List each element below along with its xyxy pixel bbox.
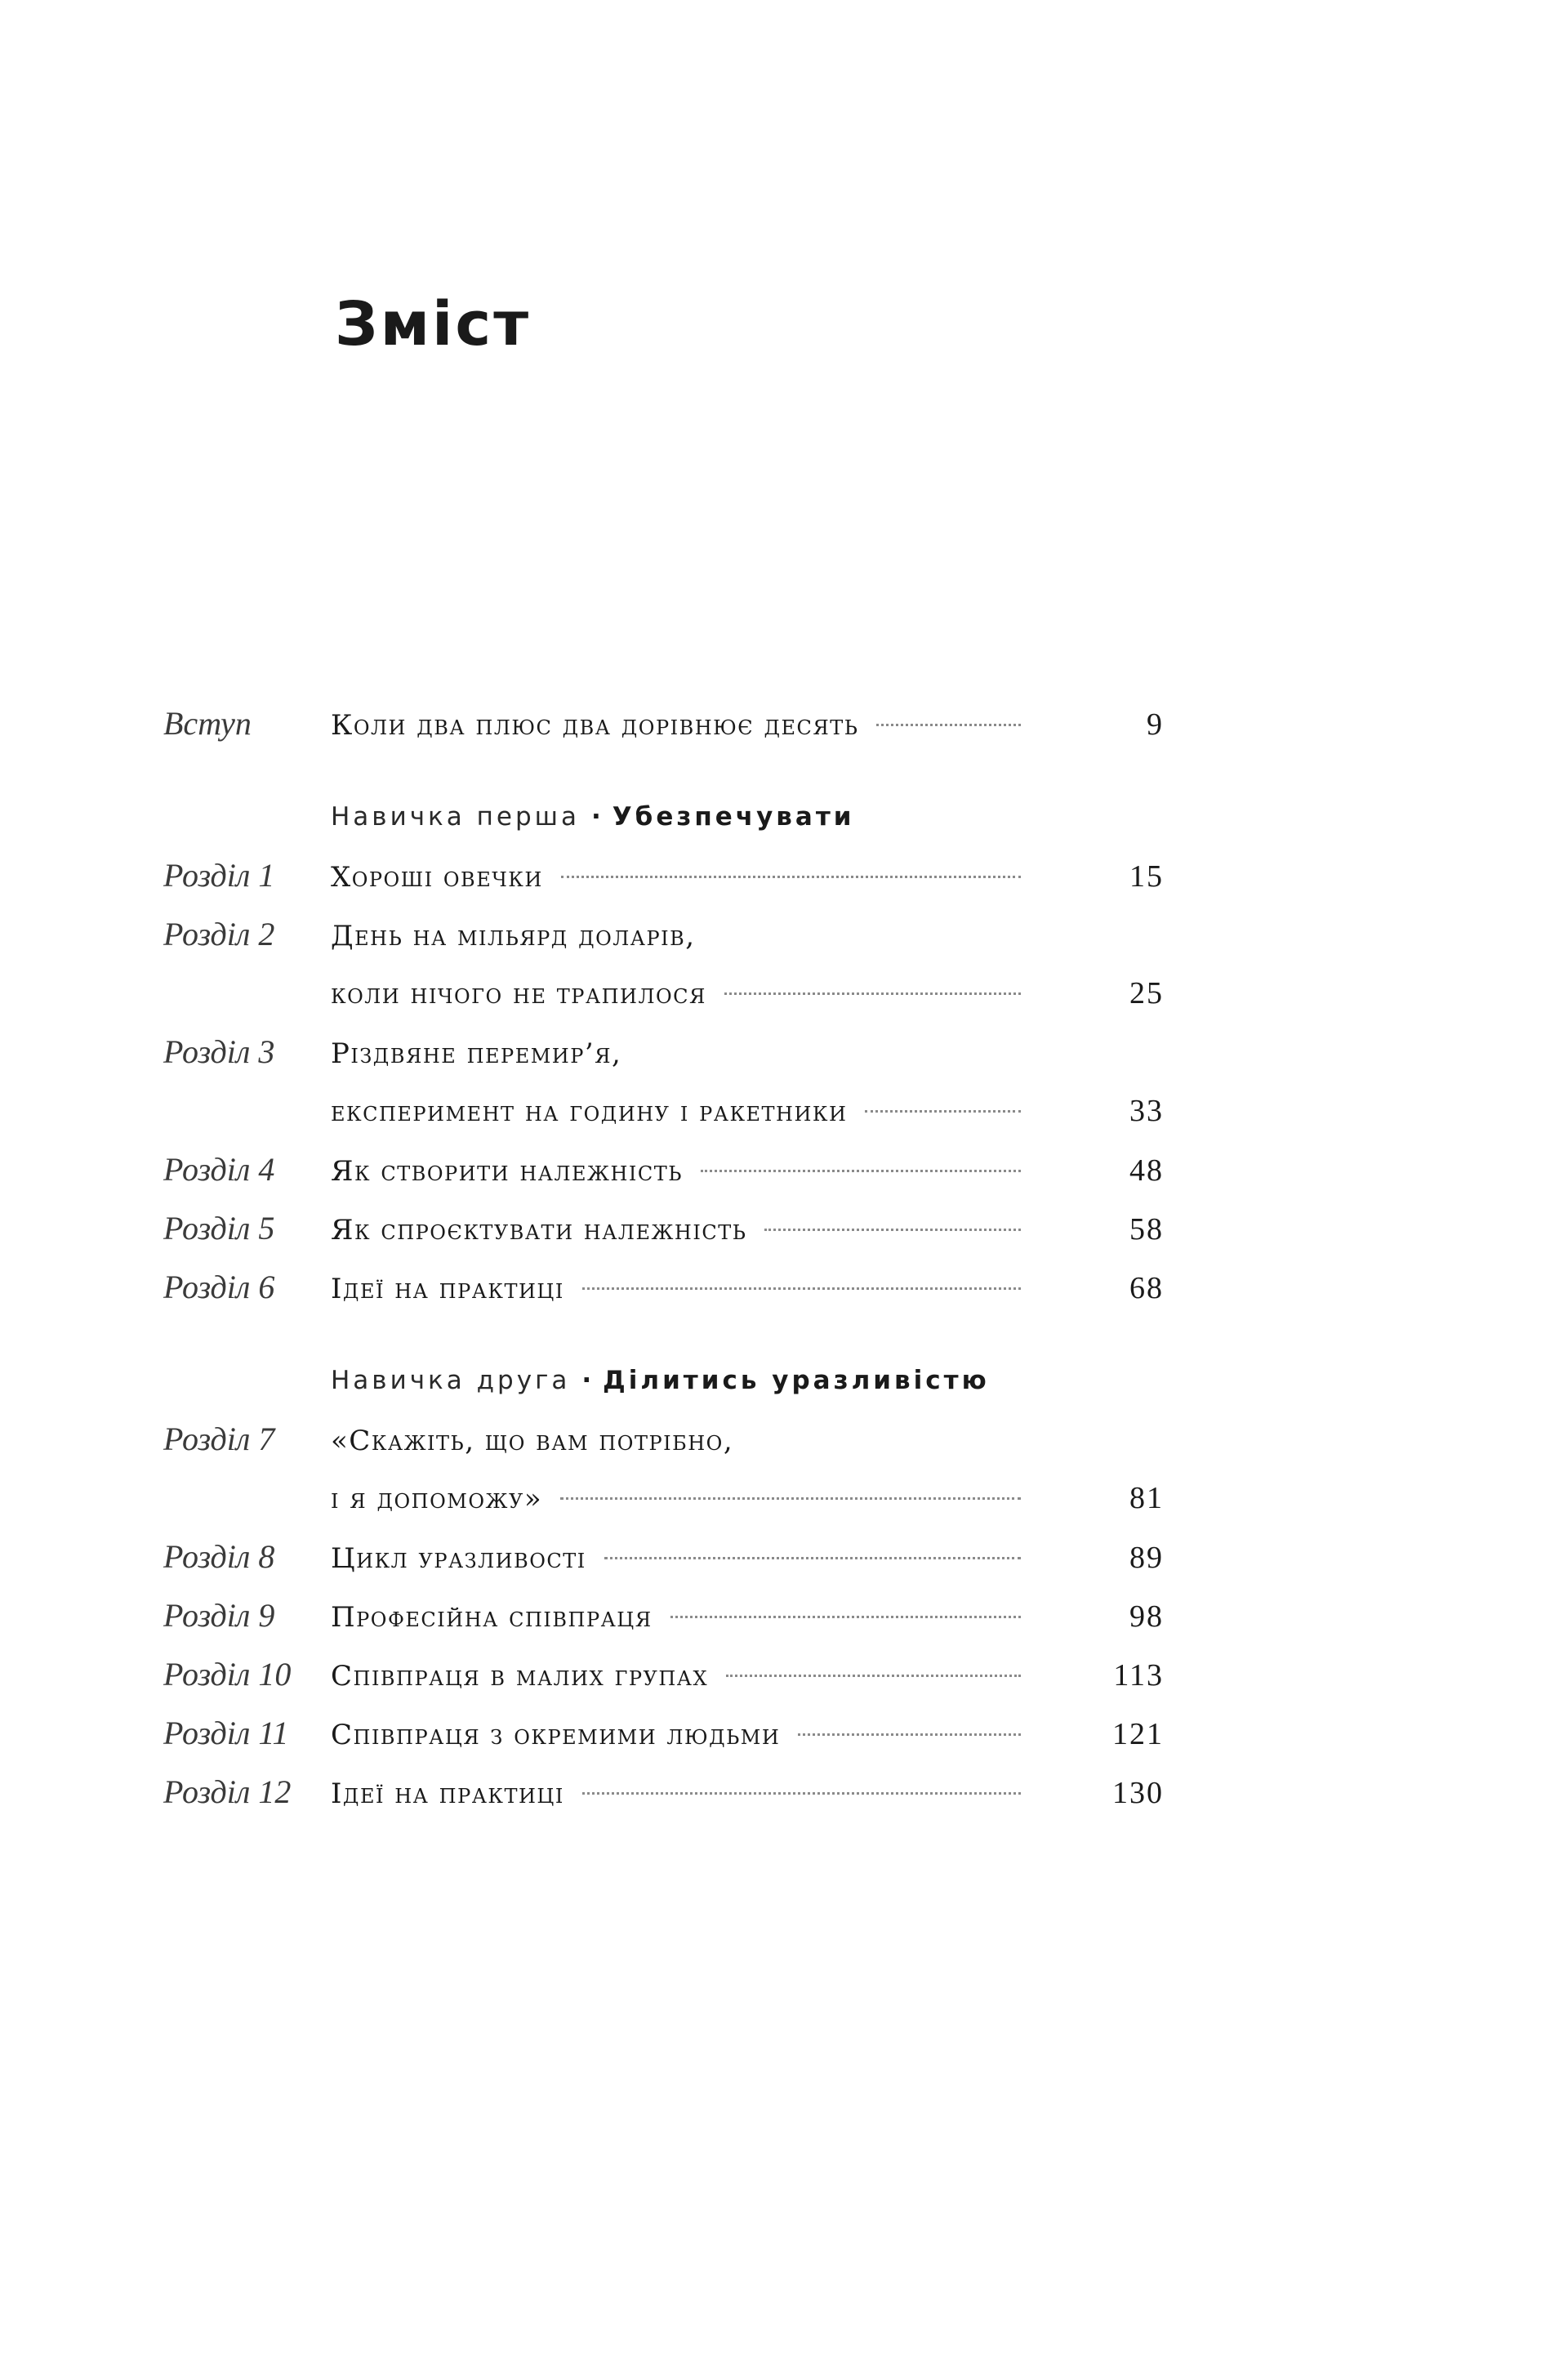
toc-entry-chapter-5[interactable]: [163, 1199, 1164, 1258]
page-number: 130: [1112, 1776, 1164, 1810]
section-title: Ділитись уразливістю: [603, 1366, 990, 1395]
page-number: 58: [1129, 1212, 1164, 1247]
dot-leader: [604, 1557, 1021, 1559]
section-name: Навичка перша: [331, 802, 580, 832]
page-number: 81: [1129, 1481, 1164, 1515]
toc-entry-chapter-7[interactable]: [163, 1410, 1164, 1469]
toc-entry-intro[interactable]: [163, 694, 1164, 753]
page-number: 121: [1112, 1717, 1164, 1751]
dot-leader: [798, 1733, 1021, 1736]
entry-title: Професійна співпраця: [331, 1601, 653, 1634]
page-number: 48: [1129, 1153, 1164, 1188]
page-number: 89: [1129, 1541, 1164, 1575]
entry-title-line-2: і я допоможу»: [331, 1483, 543, 1515]
section-heading-1: [163, 787, 1164, 846]
entry-title: Ідеї на практиці: [331, 1273, 564, 1305]
page-number: 33: [1129, 1094, 1164, 1128]
entry-title: Коли два плюс два дорівнює десять: [331, 709, 859, 742]
page-number: 98: [1129, 1599, 1164, 1634]
dot-leader: [764, 1229, 1021, 1231]
entry-label: Розділ 11: [163, 1715, 289, 1751]
dot-leader: [701, 1170, 1021, 1172]
entry-title: Хороші овечки: [331, 861, 543, 894]
entry-label: Розділ 12: [163, 1773, 292, 1810]
entry-title-line-1: День на мільярд доларів,: [331, 920, 696, 952]
entry-label: Розділ 10: [163, 1656, 292, 1693]
entry-title: Як створити належність: [331, 1155, 683, 1188]
page-number: 15: [1129, 859, 1164, 894]
toc-entry-chapter-6[interactable]: [163, 1258, 1164, 1317]
dot-leader: [876, 724, 1021, 726]
page-number: 9: [1147, 707, 1164, 742]
dot-leader: [561, 876, 1021, 878]
entry-label: Розділ 9: [163, 1597, 275, 1634]
dot-leader: [726, 1675, 1021, 1677]
dot-leader: [560, 1497, 1021, 1500]
entry-label: Розділ 4: [163, 1151, 275, 1188]
dot-leader: [724, 992, 1021, 995]
toc-entry-chapter-8[interactable]: [163, 1528, 1164, 1586]
entry-title-line-1: Різдвяне перемир’я,: [331, 1037, 622, 1070]
entry-title-line-2: експеримент на годину і ракетники: [331, 1095, 848, 1128]
toc-entry-chapter-3[interactable]: [163, 1023, 1164, 1082]
entry-label: Розділ 2: [163, 916, 275, 952]
page-number: 68: [1129, 1271, 1164, 1305]
entry-label: Розділ 6: [163, 1269, 275, 1305]
section-separator: ·: [591, 802, 601, 832]
dot-leader: [582, 1287, 1021, 1290]
section-heading-2: [163, 1351, 1164, 1410]
entry-title-line-1: «Скажіть, що вам потрібно,: [331, 1425, 734, 1457]
dot-leader: [865, 1110, 1021, 1113]
toc-entry-chapter-12[interactable]: [163, 1763, 1164, 1822]
entry-title: Цикл уразливості: [331, 1542, 586, 1575]
entry-label: Розділ 1: [163, 857, 275, 894]
entry-title: Як спроєктувати належність: [331, 1214, 747, 1247]
section-separator: ·: [581, 1366, 592, 1395]
entry-title: Співпраця в малих групах: [331, 1660, 709, 1693]
page-title: Зміст: [335, 289, 532, 359]
toc-entry-chapter-2-cont[interactable]: [163, 964, 1164, 1023]
page-number: 113: [1113, 1658, 1164, 1693]
toc-entry-chapter-9[interactable]: [163, 1586, 1164, 1645]
dot-leader: [582, 1792, 1021, 1795]
dot-leader: [670, 1616, 1021, 1618]
section-title: Убезпечувати: [612, 802, 855, 832]
entry-label: Вступ: [163, 705, 252, 742]
table-of-contents: [163, 694, 1164, 1822]
entry-label: Розділ 5: [163, 1210, 275, 1247]
toc-entry-chapter-1[interactable]: [163, 846, 1164, 905]
toc-entry-chapter-4[interactable]: [163, 1140, 1164, 1199]
toc-entry-chapter-11[interactable]: [163, 1704, 1164, 1763]
toc-entry-chapter-3-cont[interactable]: [163, 1082, 1164, 1140]
entry-title-line-2: коли нічого не трапилося: [331, 978, 706, 1010]
page-number: 25: [1129, 976, 1164, 1010]
entry-label: Розділ 8: [163, 1538, 275, 1575]
toc-entry-chapter-10[interactable]: [163, 1645, 1164, 1704]
toc-entry-chapter-2[interactable]: [163, 905, 1164, 964]
entry-title: Ідеї на практиці: [331, 1777, 564, 1810]
section-name: Навичка друга: [331, 1366, 571, 1395]
entry-label: Розділ 7: [163, 1421, 275, 1457]
entry-label: Розділ 3: [163, 1033, 275, 1070]
entry-title: Співпраця з окремими людьми: [331, 1719, 781, 1751]
toc-entry-chapter-7-cont[interactable]: [163, 1469, 1164, 1528]
